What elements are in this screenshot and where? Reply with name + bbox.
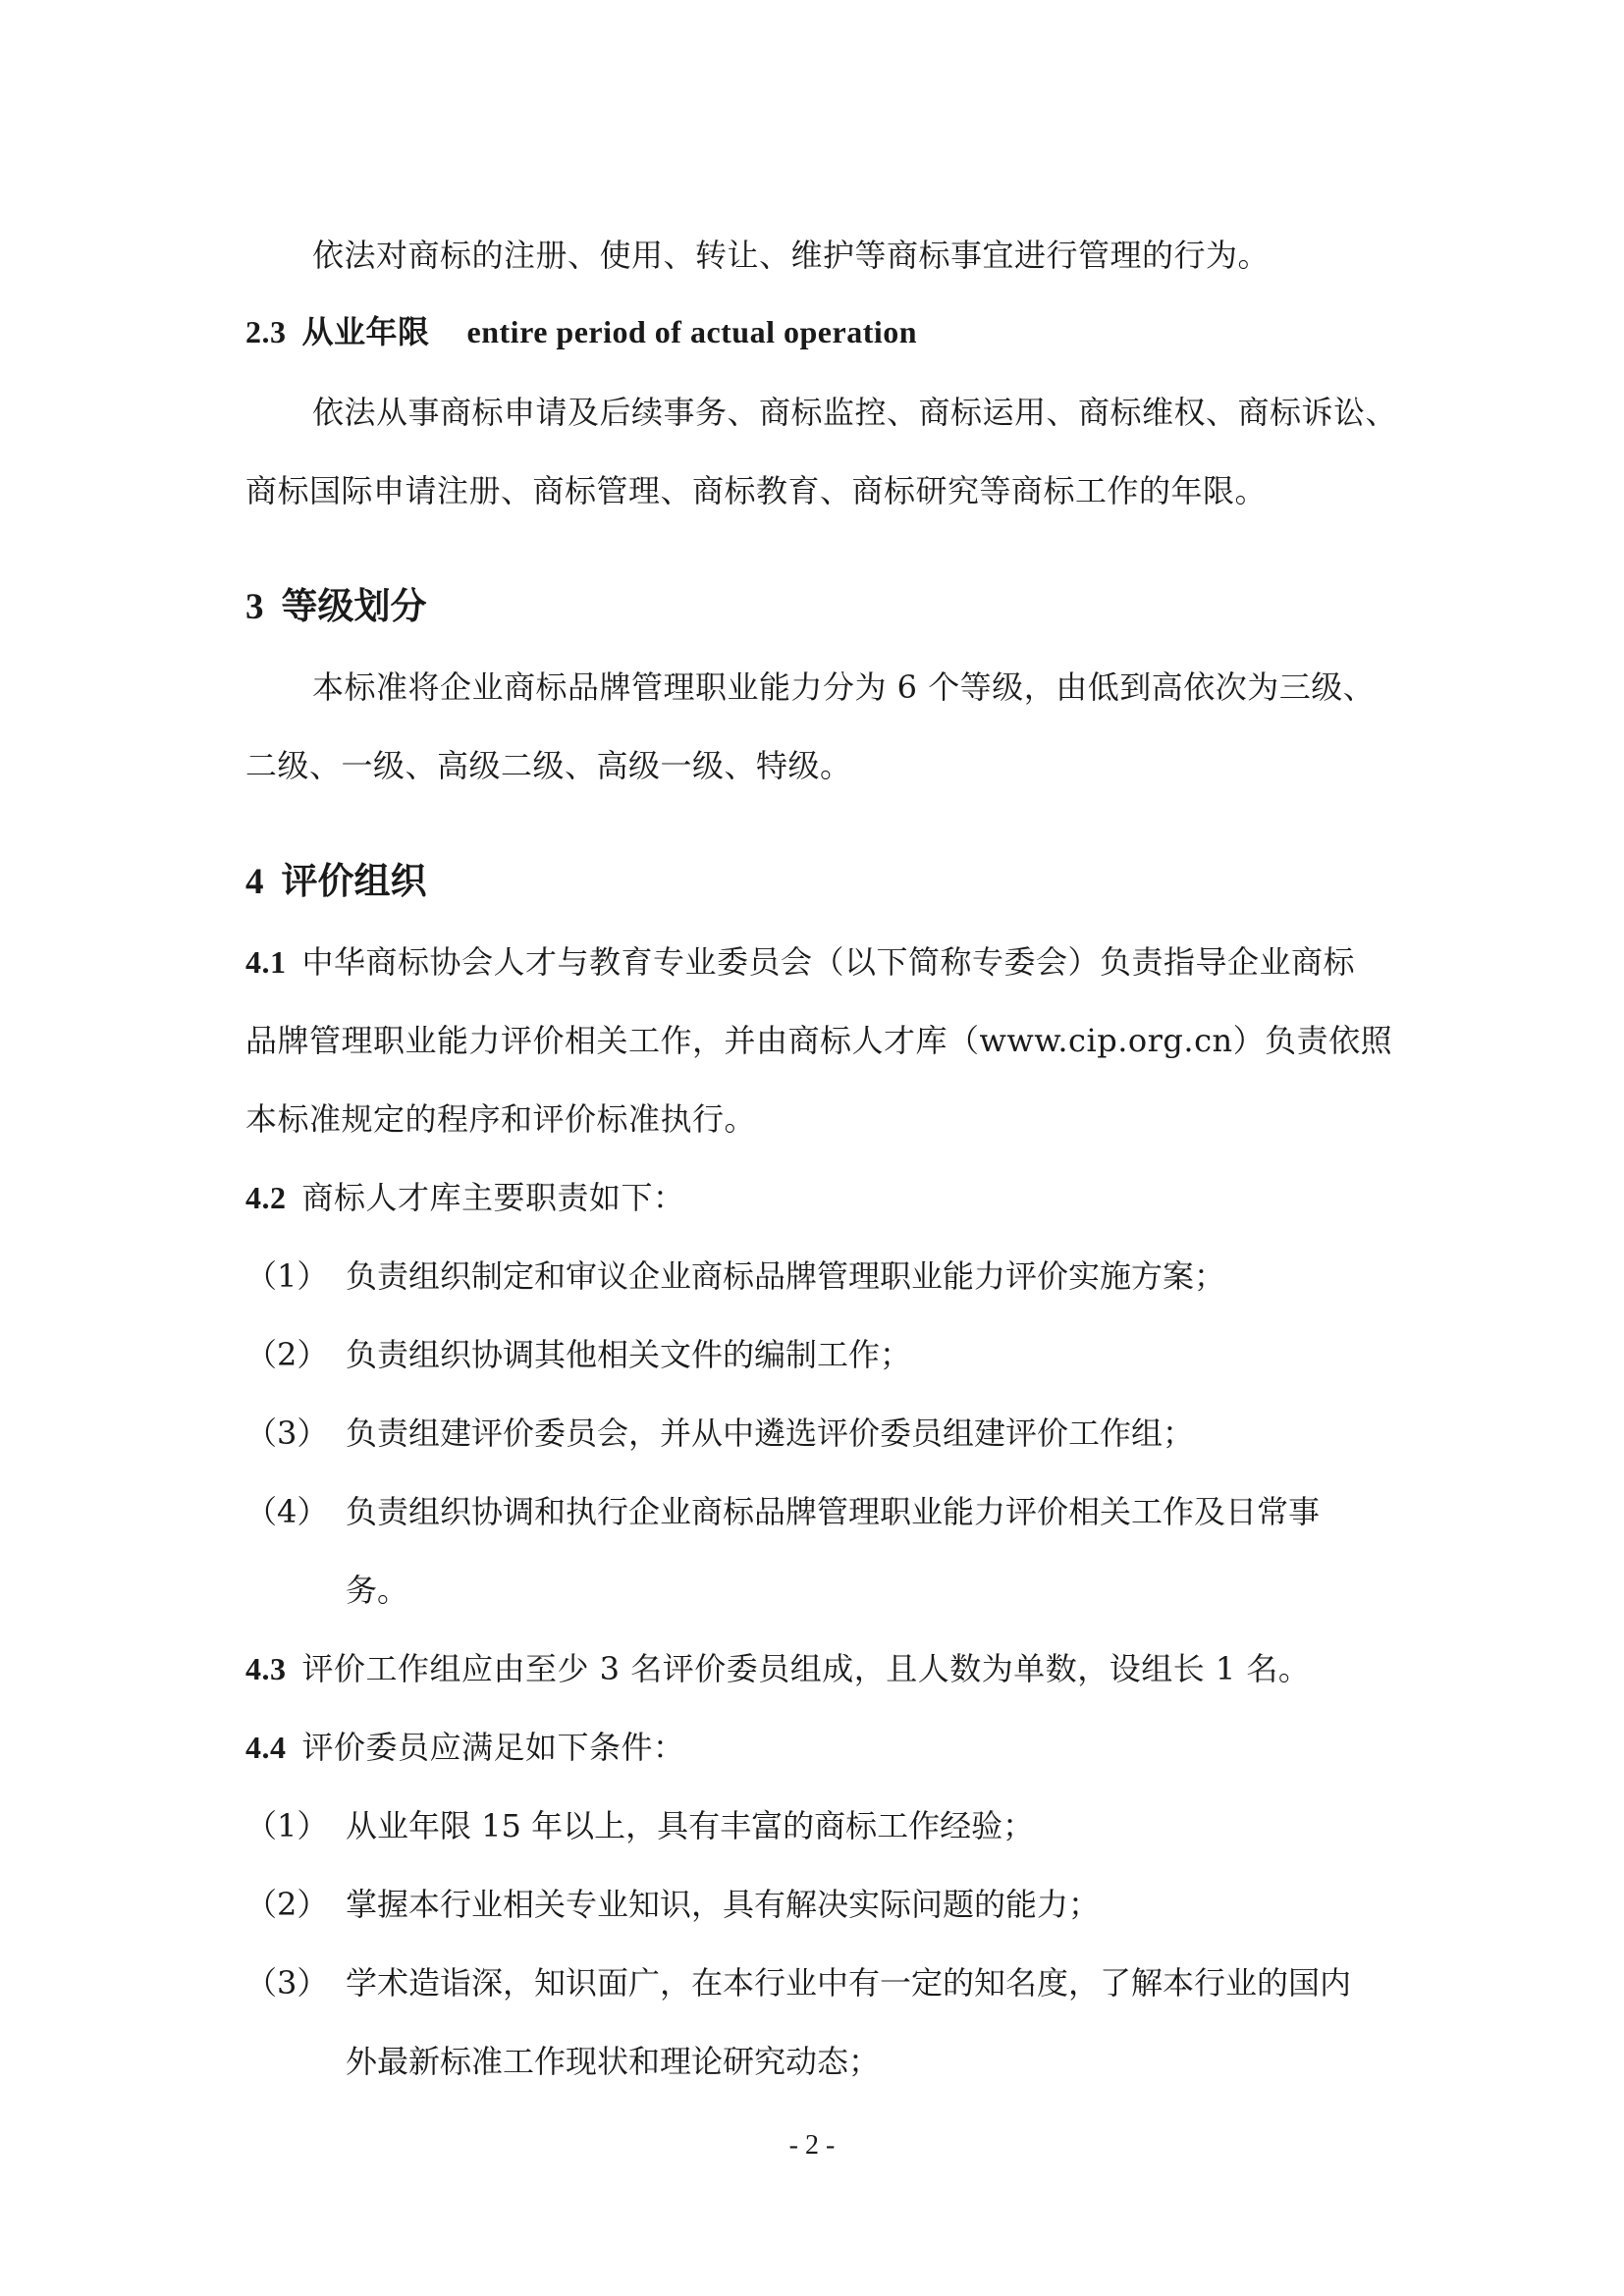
section-4-4-line	[245, 1726, 1404, 1769]
section-number: 3	[245, 587, 264, 627]
section-title: 从业年限	[301, 313, 430, 350]
list-item	[245, 1883, 1100, 1926]
section-number: 4.2	[245, 1180, 287, 1215]
section-number: 4.3	[245, 1651, 287, 1686]
section-2-3-body-line: 依法从事商标申请及后续事务、商标监控、商标运用、商标维权、商标诉讼、	[312, 394, 1398, 431]
section-2-3-body-line: 商标国际申请注册、商标管理、商标教育、商标研究等商标工作的年限。	[245, 472, 1268, 509]
list-item-label: （2）	[245, 1336, 329, 1373]
list-item-label: （4）	[245, 1493, 329, 1530]
section-number: 2.3	[245, 314, 287, 349]
section-4-1-line: 本标准规定的程序和评价标准执行。	[245, 1100, 757, 1138]
section-number: 4.4	[245, 1730, 287, 1765]
list-item-label: （1）	[245, 1807, 329, 1844]
list-item	[245, 1412, 1194, 1455]
section-3-heading	[245, 582, 427, 631]
list-item	[245, 1961, 1351, 2004]
section-4-3-text: 评价工作组应由至少 3 名评价委员组成，且人数为单数，设组长 1 名。	[301, 1650, 1311, 1687]
section-4-2-line	[245, 1176, 1404, 1219]
section-4-heading	[245, 857, 427, 906]
section-4-4-text: 评价委员应满足如下条件：	[301, 1729, 685, 1766]
list-item	[245, 1490, 1320, 1533]
list-item-text: 掌握本行业相关专业知识，具有解决实际问题的能力；	[346, 1886, 1101, 1923]
section-3-body-line: 本标准将企业商标品牌管理职业能力分为 6 个等级，由低到高依次为三级、	[312, 668, 1376, 706]
list-item-text: 负责组织协调和执行企业商标品牌管理职业能力评价相关工作及日常事	[346, 1493, 1321, 1530]
list-item-text: 负责组建评价委员会，并从中遴选评价委员组建评价工作组；	[346, 1415, 1195, 1452]
section-title: 等级划分	[281, 584, 427, 627]
list-item-text: 从业年限 15 年以上，具有丰富的商标工作经验；	[346, 1807, 1035, 1844]
page-number: - 2 -	[788, 2130, 836, 2161]
list-item	[245, 1333, 911, 1376]
list-item	[245, 1804, 1034, 1847]
paragraph-2-2-tail: 依法对商标的注册、使用、转让、维护等商标事宜进行管理的行为。	[312, 237, 1271, 274]
list-item-continuation: 务。	[346, 1572, 409, 1609]
section-3-body-line: 二级、一级、高级二级、高级一级、特级。	[245, 747, 852, 784]
list-item-label: （2）	[245, 1886, 329, 1923]
list-item-text: 负责组织协调其他相关文件的编制工作；	[346, 1336, 912, 1373]
section-4-1-line: 品牌管理职业能力评价相关工作，并由商标人才库（www.cip.org.cn）负责依照	[245, 1022, 1393, 1059]
list-item-label: （1）	[245, 1257, 329, 1295]
section-2-3-heading	[245, 310, 1404, 353]
section-4-3-line	[245, 1647, 1404, 1690]
list-item-text: 学术造诣深，知识面广，在本行业中有一定的知名度，了解本行业的国内	[346, 1964, 1352, 2002]
section-number: 4	[245, 862, 264, 902]
list-item-label: （3）	[245, 1415, 329, 1452]
section-title: 评价组织	[281, 859, 427, 902]
list-item	[245, 1255, 1225, 1298]
section-title-en: entire period of actual operation	[466, 314, 918, 349]
section-number: 4.1	[245, 944, 287, 980]
list-item-text: 负责组织制定和审议企业商标品牌管理职业能力评价实施方案；	[346, 1257, 1226, 1295]
section-4-1-line	[245, 940, 1404, 984]
list-item-label: （3）	[245, 1964, 329, 2002]
list-item-continuation: 外最新标准工作现状和理论研究动态；	[346, 2043, 881, 2080]
section-4-2-text: 商标人才库主要职责如下：	[301, 1179, 685, 1216]
section-4-1-text: 中华商标协会人才与教育专业委员会（以下简称专委会）负责指导企业商标	[301, 943, 1356, 981]
